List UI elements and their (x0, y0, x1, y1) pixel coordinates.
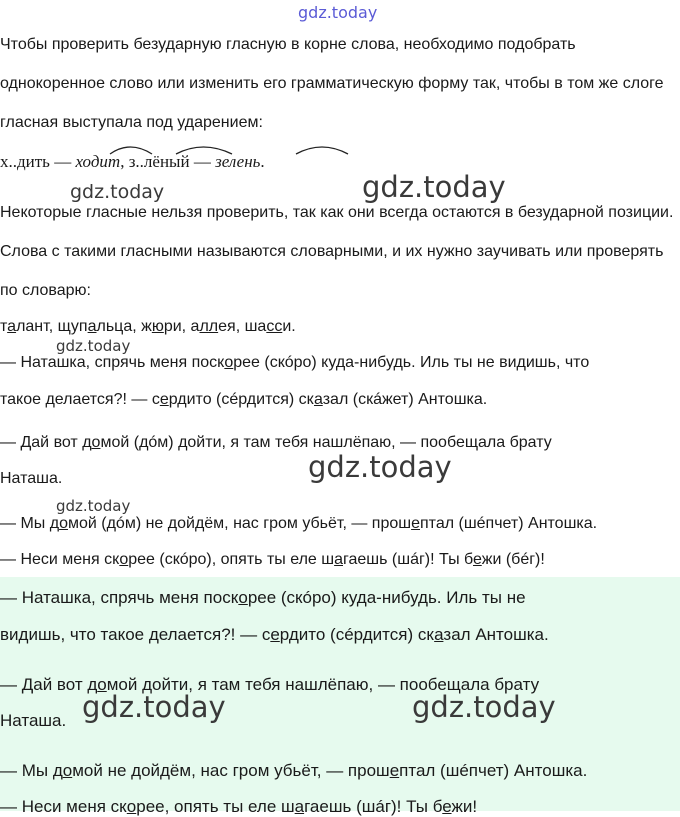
task-line: — Наташка, спрячь меня поскорее (скóро) куда-нибудь. Иль ты не видишь, что (0, 354, 590, 371)
period: . (260, 152, 265, 171)
answer-line: Наташа. (0, 711, 67, 730)
watermark: gdz.today (56, 497, 131, 515)
watermark: gdz.today (56, 337, 131, 355)
answer-line: — Мы домой не дойдём, нас гром убьёт, — прошептал (шéпчет) Антошка. (0, 761, 588, 780)
example-check-word: зелень (215, 152, 261, 171)
example-word: з..лёный (128, 152, 190, 171)
watermark: gdz.today (298, 3, 378, 22)
rule-paragraph-1: Чтобы проверить безударную гласную в корне слова, необходимо подобрать однокоренное слово или изменить его грамматическую форму так, чтобы в том же слоге гласная выступала под ударением: (0, 36, 664, 131)
watermark: gdz.today (412, 690, 556, 724)
example-word: х..дить (0, 152, 50, 171)
task-line: — Мы домой (дóм) не дойдём, нас гром убьёт, — прошептал (шéпчет) Антошка. (0, 515, 598, 532)
task-line: Наташа. (0, 470, 63, 487)
task-line: — Неси меня скорее (скóро), опять ты еле шагаешь (шáг)! Ты бежи (бéг)! (0, 551, 545, 568)
example-check-word: ходит (75, 152, 121, 171)
dash: — (54, 152, 72, 171)
dash: — (193, 152, 211, 171)
example-words (0, 152, 265, 172)
task-line: такое делается?! — сердито (сéрдится) сказал (скáжет) Антошка. (0, 391, 488, 408)
watermark: gdz.today (82, 690, 226, 724)
vocabulary-words: талант, щупальца, жюри, аллея, шасси. (0, 318, 296, 335)
task-line: — Дай вот домой (дóм) дойти, я там тебя нашлёпаю, — пообещала брату (0, 434, 552, 451)
answer-line: видишь, что такое делается?! — сердито (сéрдится) сказал Антошка. (0, 625, 549, 644)
watermark: gdz.today (70, 181, 165, 203)
watermark: gdz.today (362, 170, 506, 204)
rule-paragraph-2: Некоторые гласные нельзя проверить, так как они всегда остаются в безударной позиции. Слова с такими гласными называются словарными, и их нужно заучивать или проверять по словарю: (0, 204, 674, 299)
answer-line: — Дай вот домой дойти, я там тебя нашлёпаю, — пообещала брату (0, 675, 540, 694)
answer-line: — Наташка, спрячь меня поскорее (скóро) куда-нибудь. Иль ты не (0, 588, 526, 607)
answer-line: — Неси меня скорее, опять ты еле шагаешь (шáг)! Ты бежи! (0, 797, 478, 816)
comma: , (120, 152, 125, 171)
watermark: gdz.today (308, 450, 452, 484)
